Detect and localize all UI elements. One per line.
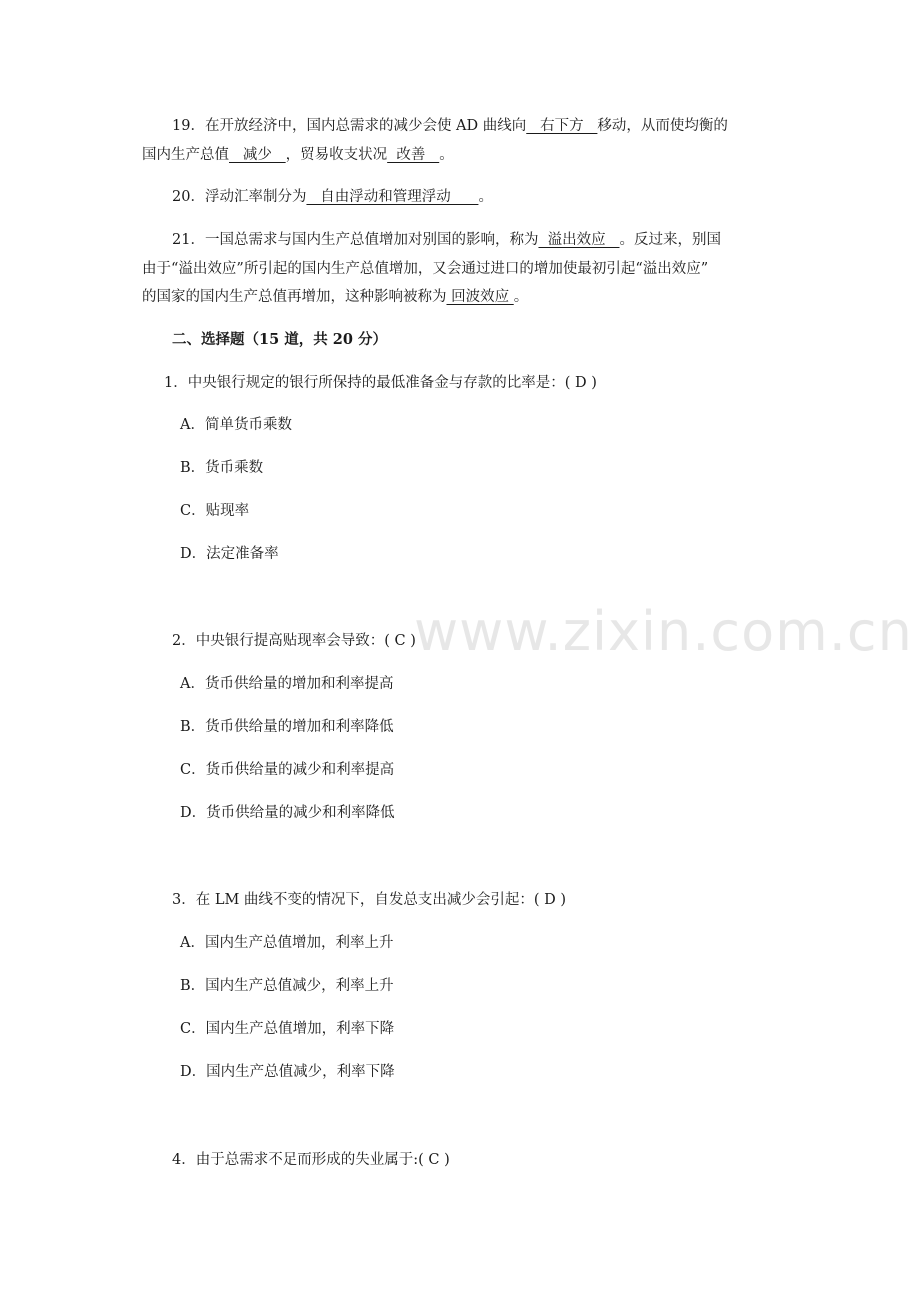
q20-text-a: 20．浮动汇率制分为 xyxy=(172,189,307,205)
q21-line-2: 由于“溢出效应”所引起的国内生产总值增加，又会通过进口的增加使最初引起“溢出效应” xyxy=(142,261,709,277)
q19-blank-3: 改善 xyxy=(387,147,440,163)
question-3-option-d: D．国内生产总值减少，利率下降 xyxy=(180,1064,395,1080)
q19-text-c: 国内生产总值 xyxy=(142,147,229,163)
question-1-stem: 1．中央银行规定的银行所保持的最低准备金与存款的比率是：( D ) xyxy=(164,375,597,391)
question-3-option-c: C．国内生产总值增加，利率下降 xyxy=(180,1021,395,1037)
q21-line-1 xyxy=(172,230,721,250)
question-2-option-b: B．货币供给量的增加和利率降低 xyxy=(180,719,394,735)
q21-text-b: 。反过来，别国 xyxy=(619,232,721,248)
q20-line xyxy=(172,187,493,207)
question-2-option-c: C．货币供给量的减少和利率提高 xyxy=(180,762,395,778)
q19-text-e: 。 xyxy=(439,147,454,163)
q20-text-b: 。 xyxy=(478,189,493,205)
question-1-option-a: A．简单货币乘数 xyxy=(180,417,292,433)
question-1-option-c: C．贴现率 xyxy=(180,503,250,519)
q19-text-b: 移动，从而使均衡的 xyxy=(597,118,728,134)
question-2-option-a: A．货币供给量的增加和利率提高 xyxy=(180,676,394,692)
q19-text-a: 19．在开放经济中，国内总需求的减少会使 AD 曲线向 xyxy=(172,118,527,134)
question-3-stem: 3．在 LM 曲线不变的情况下，自发总支出减少会引起：( D ) xyxy=(172,892,567,908)
q21-blank-2: 回波效应 xyxy=(446,289,514,305)
question-2-option-d: D．货币供给量的减少和利率降低 xyxy=(180,805,395,821)
q19-blank-2: 减少 xyxy=(229,147,286,163)
question-3-option-b: B．国内生产总值减少，利率上升 xyxy=(180,978,394,994)
question-2-stem: 2．中央银行提高贴现率会导致：( C ) xyxy=(172,633,416,649)
q21-text-d: 。 xyxy=(513,289,529,305)
question-1-option-b: B．货币乘数 xyxy=(180,460,264,476)
q21-line-3 xyxy=(142,287,528,307)
section-title: 二、选择题（15 道，共 20 分） xyxy=(172,331,387,348)
q21-text-c: 的国家的国内生产总值再增加，这种影响被称为 xyxy=(142,289,447,305)
q19-text-d: ，贸易收支状况 xyxy=(285,147,388,163)
q21-text-a: 21．一国总需求与国内生产总值增加对别国的影响，称为 xyxy=(172,232,539,248)
q19-blank-1: 右下方 xyxy=(526,118,598,134)
q19-line-2 xyxy=(142,145,454,165)
question-3-option-a: A．国内生产总值增加，利率上升 xyxy=(180,935,394,951)
q21-blank-1: 溢出效应 xyxy=(538,232,620,248)
question-1-option-d: D．法定准备率 xyxy=(180,546,279,562)
q20-blank: 自由浮动和管理浮动 xyxy=(306,189,479,205)
q19-line-1 xyxy=(172,116,728,136)
watermark: www.zixin.com.cn xyxy=(414,600,913,663)
question-4-stem: 4．由于总需求不足而形成的失业属于:( C ) xyxy=(172,1152,450,1168)
